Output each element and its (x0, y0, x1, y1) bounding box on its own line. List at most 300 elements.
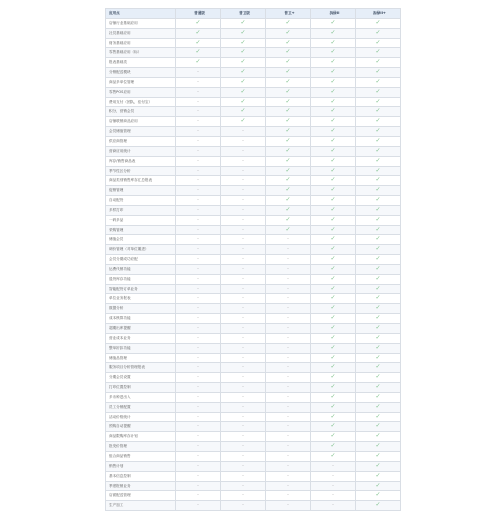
dash-icon: – (242, 265, 244, 271)
table-row (106, 461, 401, 471)
check-icon: ✓ (375, 176, 381, 184)
check-icon: ✓ (240, 77, 246, 85)
dash-icon: – (287, 482, 289, 488)
dash-icon: – (242, 167, 244, 173)
dash-icon: – (287, 285, 289, 291)
table-row (106, 304, 401, 314)
feature-label: 活动价格统计 (106, 412, 176, 422)
check-icon: ✓ (375, 481, 381, 489)
check-icon: ✓ (285, 215, 291, 223)
feature-label: 超期出库提醒 (106, 324, 176, 334)
check-icon: ✓ (330, 383, 336, 391)
dash-icon: – (242, 433, 244, 439)
feature-label: 单位业务报表 (106, 294, 176, 304)
edition-comparison-table (105, 8, 401, 511)
check-icon: ✓ (375, 383, 381, 391)
check-icon: ✓ (375, 422, 381, 430)
feature-cell (221, 373, 266, 383)
feature-cell (356, 255, 401, 265)
dash-icon: – (287, 305, 289, 311)
feature-cell (356, 225, 401, 235)
dash-icon: – (242, 226, 244, 232)
check-icon: ✓ (330, 156, 336, 164)
check-icon: ✓ (240, 87, 246, 95)
dash-icon: – (287, 433, 289, 439)
feature-cell (356, 215, 401, 225)
table-row (106, 422, 401, 432)
feature-cell (266, 353, 311, 363)
feature-cell (221, 68, 266, 78)
check-icon: ✓ (330, 402, 336, 410)
dash-icon: – (197, 492, 199, 498)
feature-cell (221, 97, 266, 107)
table-row (106, 412, 401, 422)
dash-icon: – (197, 443, 199, 449)
feature-cell (176, 205, 221, 215)
feature-cell (221, 186, 266, 196)
check-icon: ✓ (375, 215, 381, 223)
feature-cell (221, 235, 266, 245)
check-icon: ✓ (330, 136, 336, 144)
dash-icon: – (287, 393, 289, 399)
feature-cell (311, 304, 356, 314)
feature-label: 一码多品 (106, 215, 176, 225)
check-icon: ✓ (285, 107, 291, 115)
feature-cell (176, 255, 221, 265)
check-icon: ✓ (285, 156, 291, 164)
feature-cell (221, 481, 266, 491)
check-icon: ✓ (330, 38, 336, 46)
table-row (106, 117, 401, 127)
table-row (106, 491, 401, 501)
table-row (106, 146, 401, 156)
feature-cell (311, 333, 356, 343)
table-row (106, 87, 401, 97)
feature-label: 自动配货 (106, 196, 176, 206)
feature-cell (356, 68, 401, 78)
feature-cell (356, 422, 401, 432)
feature-cell (266, 166, 311, 176)
check-icon: ✓ (330, 196, 336, 204)
feature-label: 营业成本业务 (106, 333, 176, 343)
feature-label: 成本核算功能 (106, 314, 176, 324)
check-icon: ✓ (195, 28, 201, 36)
feature-cell (356, 136, 401, 146)
check-icon: ✓ (375, 107, 381, 115)
feature-label: 智能配货订单业务 (106, 284, 176, 294)
feature-cell (176, 461, 221, 471)
table-row (106, 501, 401, 511)
feature-cell (266, 28, 311, 38)
feature-cell (221, 274, 266, 284)
check-icon: ✓ (330, 343, 336, 351)
feature-cell (356, 402, 401, 412)
feature-cell (266, 48, 311, 58)
feature-label: 店铺行业基础应用 (106, 18, 176, 28)
table-row (106, 107, 401, 117)
check-icon: ✓ (330, 412, 336, 420)
feature-cell (311, 294, 356, 304)
feature-cell (266, 471, 311, 481)
check-icon: ✓ (330, 127, 336, 135)
feature-cell (356, 383, 401, 393)
dash-icon: – (332, 472, 334, 478)
feature-cell (221, 146, 266, 156)
dash-icon: – (332, 502, 334, 508)
dash-icon: – (287, 384, 289, 390)
feature-cell (176, 156, 221, 166)
check-icon: ✓ (375, 255, 381, 263)
check-icon: ✓ (285, 205, 291, 213)
feature-cell (176, 186, 221, 196)
feature-cell (266, 442, 311, 452)
dash-icon: – (197, 98, 199, 104)
dash-icon: – (197, 265, 199, 271)
dash-icon: – (242, 334, 244, 340)
feature-cell (221, 363, 266, 373)
dash-icon: – (197, 78, 199, 84)
dash-icon: – (197, 482, 199, 488)
dash-icon: – (197, 423, 199, 429)
feature-cell (221, 324, 266, 334)
check-icon: ✓ (375, 127, 381, 135)
feature-cell (311, 196, 356, 206)
dash-icon: – (197, 295, 199, 301)
feature-cell (176, 146, 221, 156)
feature-cell (266, 412, 311, 422)
feature-cell (266, 18, 311, 28)
dash-icon: – (242, 364, 244, 370)
feature-cell (221, 107, 266, 117)
dash-icon: – (287, 423, 289, 429)
feature-label: 储值会员 (106, 235, 176, 245)
check-icon: ✓ (375, 146, 381, 154)
dash-icon: – (287, 472, 289, 478)
feature-cell (176, 412, 221, 422)
check-icon: ✓ (375, 225, 381, 233)
check-icon: ✓ (375, 28, 381, 36)
feature-cell (221, 422, 266, 432)
check-icon: ✓ (240, 28, 246, 36)
check-icon: ✓ (330, 392, 336, 400)
dash-icon: – (197, 128, 199, 134)
feature-cell (266, 324, 311, 334)
feature-cell (221, 176, 266, 186)
feature-cell (221, 156, 266, 166)
feature-cell (356, 166, 401, 176)
dash-icon: – (197, 462, 199, 468)
dash-icon: – (242, 305, 244, 311)
dash-icon: – (287, 265, 289, 271)
table-row (106, 77, 401, 87)
feature-cell (176, 343, 221, 353)
feature-cell (266, 264, 311, 274)
check-icon: ✓ (285, 58, 291, 66)
table-row (106, 28, 401, 38)
feature-cell (311, 215, 356, 225)
table-row (106, 68, 401, 78)
feature-cell (356, 481, 401, 491)
dash-icon: – (197, 177, 199, 183)
check-icon: ✓ (375, 343, 381, 351)
table-row (106, 373, 401, 383)
check-icon: ✓ (375, 87, 381, 95)
check-icon: ✓ (375, 48, 381, 56)
dash-icon: – (242, 216, 244, 222)
check-icon: ✓ (330, 255, 336, 263)
feature-cell (311, 284, 356, 294)
dash-icon: – (287, 275, 289, 281)
feature-cell (311, 205, 356, 215)
dash-icon: – (197, 256, 199, 262)
feature-cell (311, 324, 356, 334)
feature-cell (356, 205, 401, 215)
check-icon: ✓ (330, 284, 336, 292)
feature-cell (176, 117, 221, 127)
dash-icon: – (287, 492, 289, 498)
table-row (106, 442, 401, 452)
feature-cell (311, 314, 356, 324)
feature-cell (221, 196, 266, 206)
dash-icon: – (197, 433, 199, 439)
check-icon: ✓ (375, 451, 381, 459)
feature-cell (356, 442, 401, 452)
feature-label: 季度报销业务 (106, 481, 176, 491)
feature-cell (356, 156, 401, 166)
dash-icon: – (197, 364, 199, 370)
dash-icon: – (242, 197, 244, 203)
feature-cell (266, 304, 311, 314)
feature-cell (266, 146, 311, 156)
dash-icon: – (242, 413, 244, 419)
check-icon: ✓ (375, 38, 381, 46)
feature-cell (311, 343, 356, 353)
dash-icon: – (197, 325, 199, 330)
check-icon: ✓ (285, 68, 291, 76)
feature-cell (266, 235, 311, 245)
feature-cell (221, 28, 266, 38)
feature-cell (176, 294, 221, 304)
feature-cell (266, 245, 311, 255)
feature-cell (221, 264, 266, 274)
feature-cell (356, 412, 401, 422)
table-row (106, 324, 401, 334)
dash-icon: – (242, 403, 244, 409)
feature-label: 退货库存功能 (106, 274, 176, 284)
table-row (106, 186, 401, 196)
feature-cell (266, 176, 311, 186)
feature-label: 费用支付（团队，佳付宝） (106, 97, 176, 107)
feature-cell (356, 451, 401, 461)
dash-icon: – (287, 325, 289, 330)
dash-icon: – (242, 492, 244, 498)
feature-cell (356, 38, 401, 48)
check-icon: ✓ (330, 324, 336, 331)
feature-cell (311, 166, 356, 176)
feature-cell (221, 501, 266, 511)
feature-cell (311, 392, 356, 402)
dash-icon: – (197, 384, 199, 390)
dash-icon: – (287, 256, 289, 262)
dash-icon: – (242, 157, 244, 163)
check-icon: ✓ (330, 146, 336, 154)
check-icon: ✓ (375, 501, 381, 509)
feature-cell (221, 412, 266, 422)
feature-cell (221, 314, 266, 324)
table-row (106, 402, 401, 412)
feature-cell (356, 235, 401, 245)
feature-cell (221, 491, 266, 501)
table-row (106, 333, 401, 343)
dash-icon: – (242, 374, 244, 380)
table-row (106, 156, 401, 166)
check-icon: ✓ (375, 412, 381, 420)
dash-icon: – (242, 502, 244, 508)
feature-cell (221, 87, 266, 97)
feature-cell (221, 392, 266, 402)
dash-icon: – (287, 452, 289, 458)
check-icon: ✓ (375, 373, 381, 381)
dash-icon: – (287, 374, 289, 380)
feature-cell (266, 196, 311, 206)
dash-icon: – (197, 285, 199, 291)
check-icon: ✓ (330, 18, 336, 26)
feature-cell (311, 383, 356, 393)
feature-label: 基本信息控制 (106, 471, 176, 481)
feature-cell (266, 87, 311, 97)
check-icon: ✓ (330, 225, 336, 233)
check-icon: ✓ (375, 136, 381, 144)
feature-cell (266, 373, 311, 383)
check-icon: ✓ (330, 451, 336, 459)
check-icon: ✓ (375, 264, 381, 272)
feature-cell (356, 186, 401, 196)
dash-icon: – (197, 226, 199, 232)
check-icon: ✓ (240, 107, 246, 115)
feature-cell (356, 284, 401, 294)
check-icon: ✓ (330, 186, 336, 194)
header-edition-2: 普卫版 (221, 9, 266, 19)
check-icon: ✓ (375, 392, 381, 400)
check-icon: ✓ (375, 363, 381, 371)
feature-cell (266, 117, 311, 127)
header-edition-3: 普卫+ (266, 9, 311, 19)
feature-cell (311, 451, 356, 461)
feature-cell (176, 314, 221, 324)
table-row (106, 353, 401, 363)
table-row (106, 432, 401, 442)
check-icon: ✓ (375, 442, 381, 450)
feature-cell (311, 264, 356, 274)
feature-cell (356, 274, 401, 284)
feature-cell (176, 245, 221, 255)
feature-cell (311, 461, 356, 471)
feature-cell (356, 28, 401, 38)
feature-cell (176, 136, 221, 146)
dash-icon: – (242, 256, 244, 262)
feature-cell (176, 215, 221, 225)
feature-cell (356, 264, 401, 274)
feature-cell (356, 343, 401, 353)
table-row (106, 225, 401, 235)
feature-cell (311, 353, 356, 363)
feature-label: 预购自动提醒 (106, 422, 176, 432)
feature-label: 打印位置控制 (106, 383, 176, 393)
feature-cell (356, 491, 401, 501)
table-row (106, 264, 401, 274)
dash-icon: – (242, 443, 244, 449)
feature-cell (356, 48, 401, 58)
dash-icon: – (242, 295, 244, 301)
check-icon: ✓ (330, 97, 336, 105)
feature-label: 库存/销售商品表 (106, 156, 176, 166)
feature-cell (176, 68, 221, 78)
feature-cell (176, 58, 221, 68)
check-icon: ✓ (285, 176, 291, 184)
check-icon: ✓ (330, 353, 336, 361)
dash-icon: – (242, 285, 244, 291)
feature-cell (176, 501, 221, 511)
table-row (106, 38, 401, 48)
feature-cell (311, 363, 356, 373)
check-icon: ✓ (375, 324, 381, 331)
check-icon: ✓ (195, 38, 201, 46)
table-row (106, 471, 401, 481)
check-icon: ✓ (240, 48, 246, 56)
feature-label: 报表基础类 (106, 58, 176, 68)
table-row (106, 127, 401, 137)
feature-cell (221, 245, 266, 255)
feature-cell (266, 156, 311, 166)
table-row (106, 48, 401, 58)
feature-cell (221, 383, 266, 393)
check-icon: ✓ (375, 186, 381, 194)
dash-icon: – (197, 236, 199, 242)
feature-cell (266, 451, 311, 461)
feature-cell (176, 225, 221, 235)
feature-cell (356, 392, 401, 402)
feature-cell (176, 235, 221, 245)
dash-icon: – (242, 275, 244, 281)
feature-cell (356, 294, 401, 304)
table-row (106, 58, 401, 68)
check-icon: ✓ (375, 156, 381, 164)
feature-cell (176, 373, 221, 383)
check-icon: ✓ (330, 48, 336, 56)
feature-label: 运费代销功能 (106, 264, 176, 274)
check-icon: ✓ (330, 245, 336, 253)
feature-cell (311, 176, 356, 186)
feature-cell (176, 107, 221, 117)
check-icon: ✓ (375, 77, 381, 85)
dash-icon: – (197, 206, 199, 212)
feature-cell (176, 274, 221, 284)
feature-cell (356, 87, 401, 97)
feature-cell (221, 461, 266, 471)
feature-cell (176, 481, 221, 491)
dash-icon: – (332, 492, 334, 498)
feature-label: 店面配送管理 (106, 491, 176, 501)
feature-cell (311, 87, 356, 97)
dash-icon: – (197, 216, 199, 222)
dash-icon: – (197, 197, 199, 203)
feature-cell (266, 215, 311, 225)
feature-cell (176, 353, 221, 363)
check-icon: ✓ (285, 38, 291, 46)
dash-icon: – (197, 502, 199, 508)
feature-cell (356, 107, 401, 117)
feature-cell (221, 136, 266, 146)
